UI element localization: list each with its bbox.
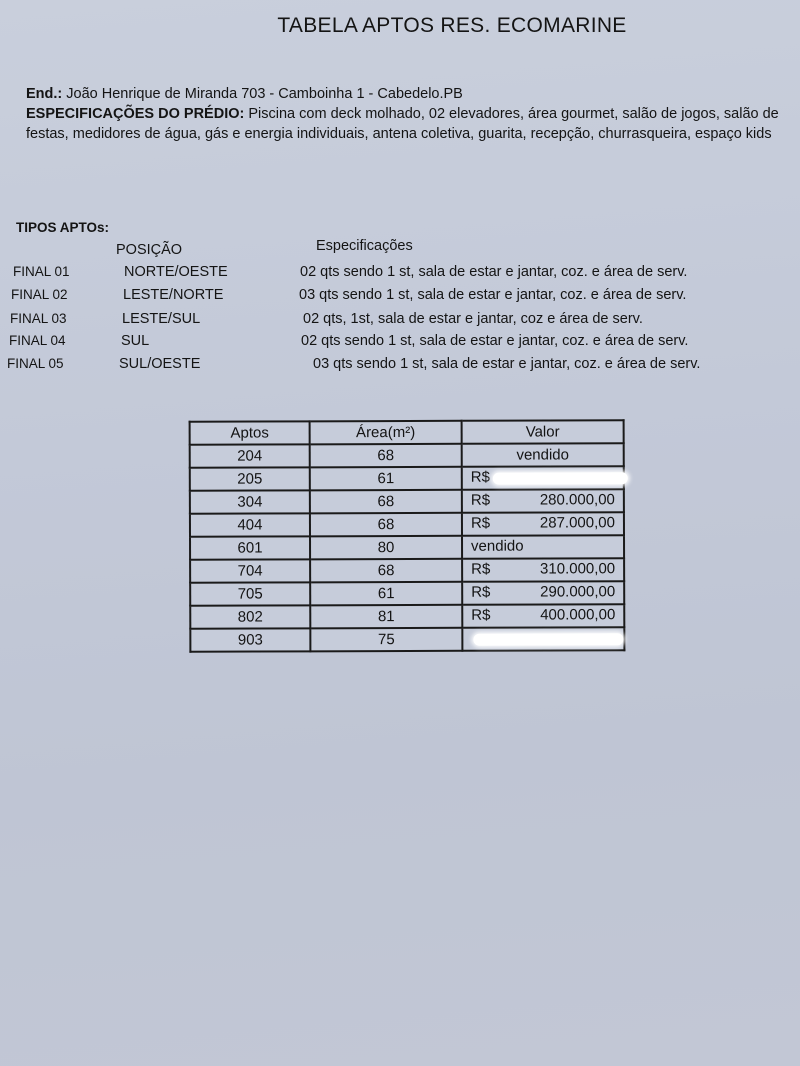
cell-area: 80 bbox=[310, 536, 462, 560]
table-row bbox=[190, 512, 624, 537]
cell-apto: 903 bbox=[190, 628, 310, 651]
type-position: SUL/OESTE bbox=[119, 356, 201, 372]
specs-label: ESPECIFICAÇÕES DO PRÉDIO: bbox=[26, 106, 245, 122]
cell-apto: 704 bbox=[190, 559, 310, 582]
cell-area: 68 bbox=[310, 444, 462, 468]
type-position: NORTE/OESTE bbox=[124, 264, 228, 280]
cell-area: 68 bbox=[310, 559, 462, 583]
position-column-header: POSIÇÃO bbox=[116, 242, 183, 258]
table-row bbox=[190, 627, 624, 652]
specs-column-header: Especificações bbox=[316, 238, 413, 254]
header-area: Área(m²) bbox=[310, 421, 462, 445]
table-row bbox=[190, 558, 624, 583]
header-valor: Valor bbox=[462, 420, 624, 444]
redaction-mark bbox=[493, 472, 628, 484]
price-status: vendido bbox=[516, 446, 570, 464]
cell-valor bbox=[462, 443, 624, 467]
header-aptos: Aptos bbox=[190, 421, 310, 444]
currency-symbol: R$ bbox=[470, 491, 491, 509]
cell-valor bbox=[462, 558, 624, 582]
type-position: SUL bbox=[121, 333, 150, 349]
type-final: FINAL 03 bbox=[10, 311, 67, 326]
address-label: End.: bbox=[26, 86, 63, 102]
cell-apto: 705 bbox=[190, 582, 310, 605]
page-title: TABELA APTOS RES. ECOMARINE bbox=[277, 14, 627, 37]
currency-symbol: R$ bbox=[471, 583, 491, 601]
type-spec: 02 qts sendo 1 st, sala de estar e jantar, coz. e área de serv. bbox=[300, 264, 688, 280]
types-heading: TIPOS APTOs: bbox=[16, 220, 110, 235]
type-spec: 03 qts sendo 1 st, sala de estar e jantar, coz. e área de serv. bbox=[313, 356, 701, 372]
apartments-table bbox=[189, 419, 626, 653]
currency-symbol: R$ bbox=[470, 468, 491, 486]
cell-apto: 802 bbox=[190, 605, 310, 628]
type-final: FINAL 02 bbox=[11, 287, 68, 302]
address-value: João Henrique de Miranda 703 - Camboinha 1 - Cabedelo.PB bbox=[62, 86, 463, 102]
table-body bbox=[190, 443, 625, 652]
type-spec: 03 qts sendo 1 st, sala de estar e jantar, coz. e área de serv. bbox=[299, 287, 687, 303]
cell-valor bbox=[462, 627, 624, 651]
table-header-row bbox=[190, 420, 624, 445]
cell-valor bbox=[462, 581, 624, 605]
cell-valor bbox=[462, 466, 624, 490]
cell-apto: 404 bbox=[190, 513, 310, 536]
currency-symbol: R$ bbox=[471, 560, 491, 578]
cell-area: 68 bbox=[310, 513, 462, 537]
type-final: FINAL 01 bbox=[13, 264, 70, 279]
cell-valor bbox=[462, 535, 624, 559]
type-position: LESTE/NORTE bbox=[123, 287, 224, 303]
price-value: 287.000,00 bbox=[539, 514, 615, 532]
price-value: 400.000,00 bbox=[540, 606, 616, 624]
table-row bbox=[190, 489, 624, 514]
cell-area: 75 bbox=[310, 628, 462, 652]
cell-area: 61 bbox=[310, 582, 462, 606]
currency-symbol: R$ bbox=[471, 606, 491, 624]
table-row bbox=[190, 443, 624, 468]
cell-apto: 601 bbox=[190, 536, 310, 559]
cell-area: 81 bbox=[310, 605, 462, 629]
specs-value: Piscina com deck molhado, 02 elevadores, área gourmet, salão de jogos, salão de festas, medidores de água, gás e energia individuais, antena coletiva, guarita, recepção, churrasqueira, espaço kids bbox=[26, 106, 779, 142]
address-line bbox=[26, 84, 786, 104]
cell-apto: 304 bbox=[190, 490, 310, 513]
table-row bbox=[190, 581, 624, 606]
type-final: FINAL 04 bbox=[9, 333, 66, 348]
cell-valor bbox=[462, 489, 624, 513]
table-row bbox=[190, 604, 624, 629]
type-spec: 02 qts sendo 1 st, sala de estar e jantar, coz. e área de serv. bbox=[301, 333, 689, 349]
cell-valor bbox=[462, 512, 624, 536]
type-position: LESTE/SUL bbox=[122, 311, 201, 327]
currency-symbol: R$ bbox=[470, 514, 491, 532]
type-final: FINAL 05 bbox=[7, 356, 64, 371]
cell-apto: 204 bbox=[190, 444, 310, 467]
specs-paragraph bbox=[26, 104, 786, 144]
price-value: 290.000,00 bbox=[540, 583, 616, 601]
price-value: 280.000,00 bbox=[539, 491, 615, 509]
price-status: vendido bbox=[471, 537, 524, 555]
cell-area: 61 bbox=[310, 467, 462, 491]
cell-valor bbox=[462, 604, 624, 628]
building-info bbox=[26, 84, 786, 144]
cell-apto: 205 bbox=[190, 467, 310, 490]
cell-area: 68 bbox=[310, 490, 462, 514]
type-spec: 02 qts, 1st, sala de estar e jantar, coz e área de serv. bbox=[303, 311, 643, 327]
table-row bbox=[190, 466, 624, 491]
price-value: 310.000,00 bbox=[540, 560, 616, 578]
redaction-mark bbox=[473, 633, 623, 646]
table-row bbox=[190, 535, 624, 560]
